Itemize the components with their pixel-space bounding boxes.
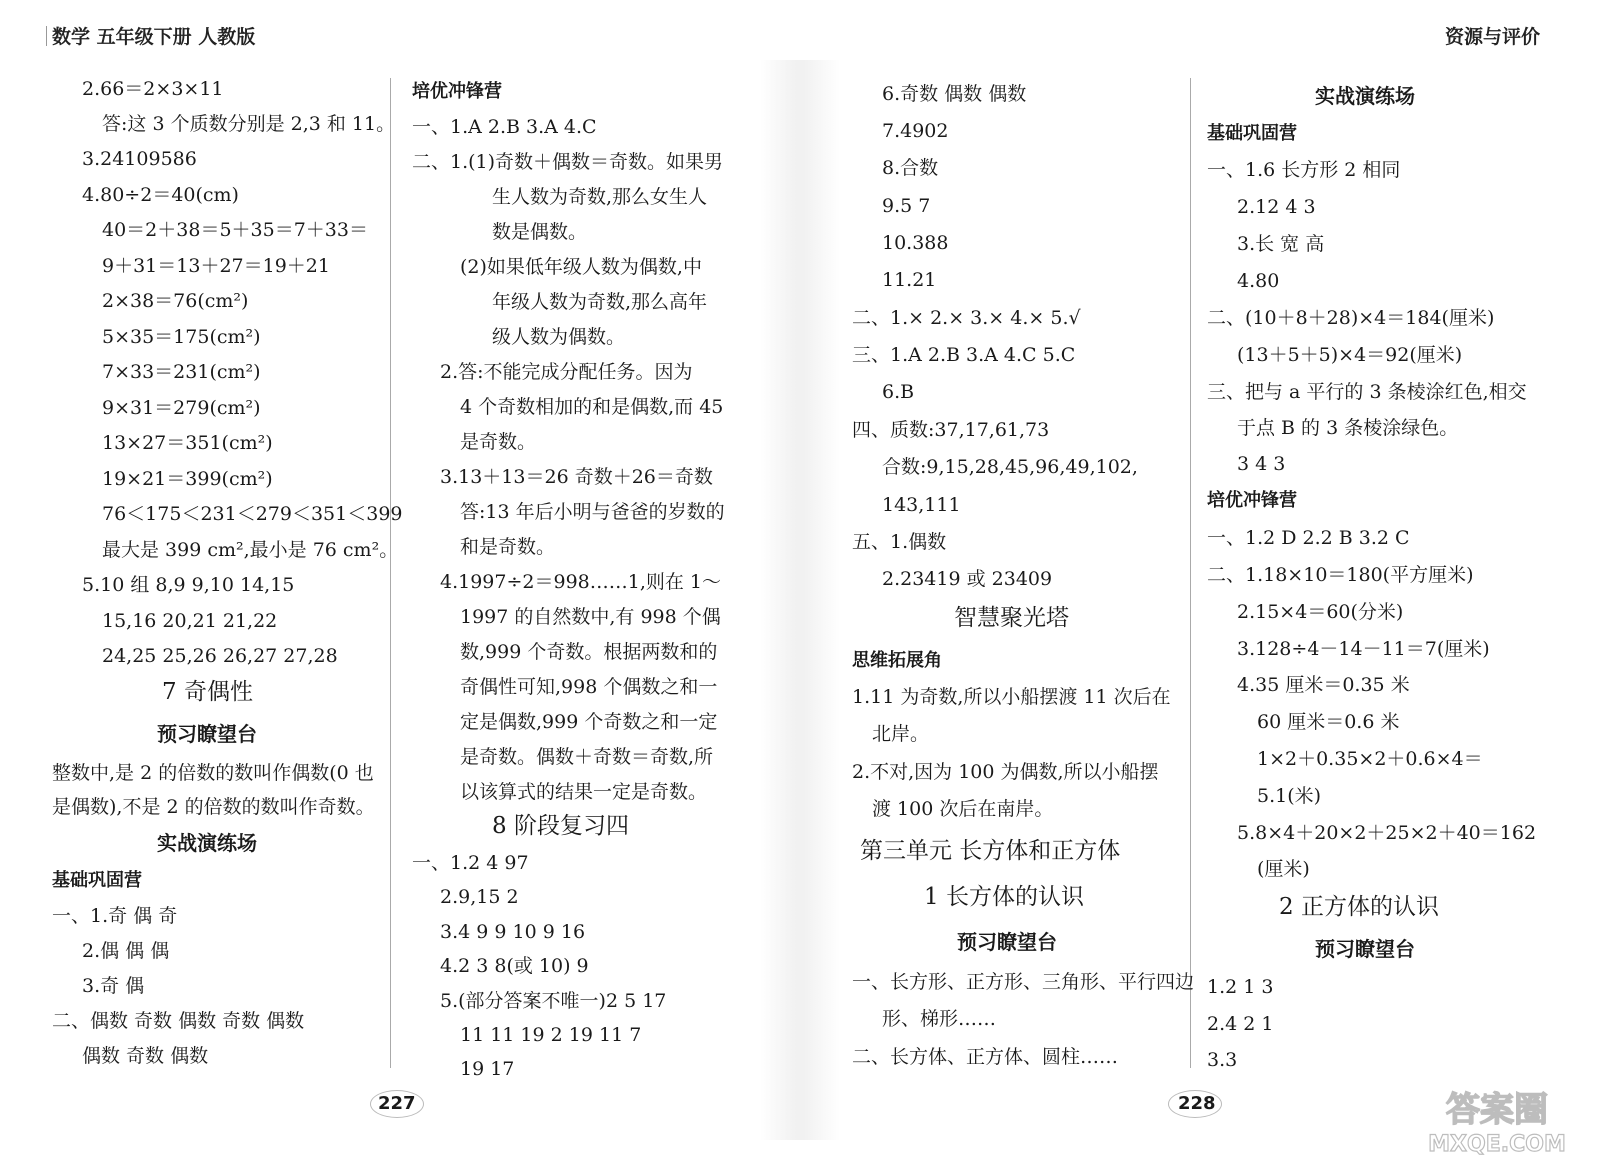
answer-line: 二、1.18×10＝180(平方厘米) <box>1207 564 1474 586</box>
answer-line: 级人数为偶数。 <box>492 326 626 348</box>
answer-line: (13＋5＋5)×4＝92(厘米) <box>1237 344 1463 366</box>
answer-line: 2.23419 或 23409 <box>882 568 1053 590</box>
answer-line: 北岸。 <box>872 723 930 745</box>
answer-line: 三、把与 a 平行的 3 条棱涂红色,相交 <box>1207 381 1527 403</box>
answer-line: 于点 B 的 3 条棱涂绿色。 <box>1237 417 1459 439</box>
answer-line: 2.答:不能完成分配任务。因为 <box>440 361 693 383</box>
answer-line: 4.1997÷2＝998……1,则在 1～ <box>440 571 722 593</box>
answer-line: 二、1.(1)奇数＋偶数＝奇数。如果男 <box>412 151 724 173</box>
answer-line: (厘米) <box>1257 858 1310 880</box>
answer-line: 3.128÷4－14－11＝7(厘米) <box>1237 638 1490 660</box>
left-page-column-2 <box>402 78 752 1078</box>
answer-line: 3.24109586 <box>82 148 197 170</box>
section-heading: 基础巩固营 <box>1207 123 1297 144</box>
answer-line: 40＝2＋38＝5＋35＝7＋33＝ <box>102 219 368 241</box>
answer-line: 10.388 <box>882 232 949 254</box>
answer-line: 是偶数),不是 2 的倍数的数叫作奇数。 <box>52 796 375 818</box>
answer-line: 一、1.奇 偶 奇 <box>52 905 178 927</box>
answer-line: 2.偶 偶 偶 <box>82 940 170 962</box>
answer-line: 76＜175＜231＜279＜351＜399 <box>102 503 403 525</box>
answer-line: 9×31＝279(cm²) <box>102 397 261 419</box>
answer-line: 一、1.6 长方形 2 相同 <box>1207 159 1401 181</box>
answer-line: 3.4 9 9 10 9 16 <box>440 921 586 943</box>
answer-line: 二、长方体、正方体、圆柱…… <box>852 1046 1119 1068</box>
page-number-right: 228 <box>1178 1093 1216 1114</box>
answer-line: 一、1.2 D 2.2 B 3.2 C <box>1207 527 1410 549</box>
answer-line: 4 个奇数相加的和是偶数,而 45 <box>460 396 724 418</box>
answer-line: 15,16 20,21 21,22 <box>102 610 278 632</box>
answer-line: 5×35＝175(cm²) <box>102 326 261 348</box>
answer-line: 4.35 厘米＝0.35 米 <box>1237 674 1410 696</box>
section-heading: 预习瞭望台 <box>157 722 257 746</box>
answer-line: 19×21＝399(cm²) <box>102 468 273 490</box>
answer-line: 2×38＝76(cm²) <box>102 290 249 312</box>
answer-line: 19 17 <box>460 1058 515 1080</box>
answer-line: 2.12 4 3 <box>1237 196 1316 218</box>
answer-line: 5.8×4＋20×2＋25×2＋40＝162 <box>1237 822 1537 844</box>
answer-line: 4.2 3 8(或 10) 9 <box>440 955 589 977</box>
section-heading: 1 长方体的认识 <box>924 884 1084 910</box>
answer-line: 一、长方形、正方形、三角形、平行四边 <box>852 971 1195 993</box>
answer-line: 数,999 个奇数。根据两数和的 <box>460 641 718 663</box>
answer-line: 3.长 宽 高 <box>1237 233 1325 255</box>
answer-line: 四、质数:37,17,61,73 <box>852 419 1050 441</box>
answer-line: 60 厘米＝0.6 米 <box>1257 711 1400 733</box>
answer-line: 数是偶数。 <box>492 221 588 243</box>
answer-line: 答:13 年后小明与爸爸的岁数的 <box>460 501 725 523</box>
answer-line: 是奇数。偶数＋奇数＝奇数,所 <box>460 746 714 768</box>
answer-line: 5.10 组 8,9 9,10 14,15 <box>82 574 295 596</box>
section-heading: 实战演练场 <box>157 831 257 855</box>
answer-line: 一、1.2 4 97 <box>412 852 529 874</box>
header-brand: 资源与评价 <box>1444 26 1540 48</box>
answer-line: 二、1.× 2.× 3.× 4.× 5.√ <box>852 307 1081 329</box>
answer-line: 偶数 奇数 偶数 <box>82 1045 209 1067</box>
answer-line: 以该算式的结果一定是奇数。 <box>460 781 708 803</box>
answer-line: 1.2 1 3 <box>1207 976 1274 998</box>
section-heading: 思维拓展角 <box>852 650 942 671</box>
answer-line: 4.80÷2＝40(cm) <box>82 184 239 206</box>
section-heading: 培优冲锋营 <box>412 81 502 102</box>
answer-line: 9.5 7 <box>882 195 931 217</box>
watermark-url: MXQE.COM <box>1428 1132 1566 1157</box>
answer-line: 7.4902 <box>882 120 949 142</box>
answer-line: 整数中,是 2 的倍数的数叫作偶数(0 也 <box>52 762 374 784</box>
answer-line: 五、1.偶数 <box>852 531 947 553</box>
answer-line: 3.3 <box>1207 1049 1238 1071</box>
answer-line: 二、偶数 奇数 偶数 奇数 偶数 <box>52 1010 305 1032</box>
answer-line: 24,25 25,26 26,27 27,28 <box>102 645 338 667</box>
header-divider <box>46 26 47 46</box>
answer-line: (2)如果低年级人数为偶数,中 <box>460 256 702 278</box>
answer-line: 3 4 3 <box>1237 453 1286 475</box>
answer-line: 2.9,15 2 <box>440 886 519 908</box>
answer-line: 渡 100 次后在南岸。 <box>872 798 1054 820</box>
watermark-logo <box>1412 1079 1582 1159</box>
answer-line: 是奇数。 <box>460 431 537 453</box>
column-divider-left <box>390 78 391 1068</box>
answer-line: 三、1.A 2.B 3.A 4.C 5.C <box>852 344 1076 366</box>
answer-line: 年级人数为奇数,那么高年 <box>492 291 708 313</box>
answer-line: 8.合数 <box>882 157 939 179</box>
section-heading: 培优冲锋营 <box>1207 490 1297 511</box>
answer-line: 1.11 为奇数,所以小船摆渡 11 次后在 <box>852 686 1171 708</box>
section-heading: 智慧聚光塔 <box>954 605 1069 631</box>
answer-line: 2.4 2 1 <box>1207 1013 1274 1035</box>
answer-line: 6.奇数 偶数 偶数 <box>882 83 1027 105</box>
answer-line: 9＋31＝13＋27＝19＋21 <box>102 255 330 277</box>
answer-line: 奇偶性可知,998 个偶数之和一 <box>460 676 718 698</box>
answer-line: 13×27＝351(cm²) <box>102 432 273 454</box>
answer-line: 6.B <box>882 381 915 403</box>
answer-line: 答:这 3 个质数分别是 2,3 和 11。 <box>102 113 396 135</box>
answer-line: 11 11 19 2 19 11 7 <box>460 1024 642 1046</box>
answer-line: 二、(10＋8＋28)×4＝184(厘米) <box>1207 307 1495 329</box>
right-page-column-2 <box>1207 78 1567 1078</box>
section-heading: 预习瞭望台 <box>957 930 1057 954</box>
left-page-column-1 <box>44 78 403 1078</box>
answer-line: 11.21 <box>882 269 937 291</box>
answer-line: 5.(部分答案不唯一)2 5 17 <box>440 990 667 1012</box>
section-heading: 基础巩固营 <box>52 870 142 891</box>
answer-line: 1×2＋0.35×2＋0.6×4＝ <box>1257 748 1483 770</box>
column-divider-right <box>1190 78 1191 1068</box>
book-gutter <box>760 60 840 1140</box>
answer-line: 3.13＋13＝26 奇数＋26＝奇数 <box>440 466 713 488</box>
right-page-column-1 <box>852 78 1195 1078</box>
answer-line: 143,111 <box>882 494 961 516</box>
answer-line: 2.66＝2×3×11 <box>82 78 224 100</box>
section-heading: 2 正方体的认识 <box>1279 894 1439 920</box>
answer-line: 和是奇数。 <box>460 536 556 558</box>
answer-line: 合数:9,15,28,45,96,49,102, <box>882 456 1138 478</box>
answer-line: 4.80 <box>1237 270 1280 292</box>
answer-line: 生人数为奇数,那么女生人 <box>492 186 708 208</box>
answer-line: 形、梯形…… <box>882 1008 997 1030</box>
section-heading: 第三单元 长方体和正方体 <box>860 838 1121 864</box>
answer-line: 1997 的自然数中,有 998 个偶 <box>460 606 721 628</box>
section-heading: 7 奇偶性 <box>162 679 253 705</box>
answer-line: 5.1(米) <box>1257 785 1322 807</box>
answer-line: 3.奇 偶 <box>82 975 145 997</box>
answer-line: 一、1.A 2.B 3.A 4.C <box>412 116 597 138</box>
section-heading: 实战演练场 <box>1315 84 1415 108</box>
answer-line: 7×33＝231(cm²) <box>102 361 261 383</box>
answer-line: 2.15×4＝60(分米) <box>1237 601 1404 623</box>
answer-line: 2.不对,因为 100 为偶数,所以小船摆 <box>852 761 1159 783</box>
page-number-left: 227 <box>378 1093 416 1114</box>
answer-line: 定是偶数,999 个奇数之和一定 <box>460 711 718 733</box>
answer-line: 最大是 399 cm²,最小是 76 cm²。 <box>102 539 399 561</box>
section-heading: 8 阶段复习四 <box>492 813 629 839</box>
header-subject: 数学 五年级下册 人教版 <box>52 26 256 48</box>
watermark-title: 答案圈 <box>1446 1090 1548 1130</box>
section-heading: 预习瞭望台 <box>1315 937 1415 961</box>
